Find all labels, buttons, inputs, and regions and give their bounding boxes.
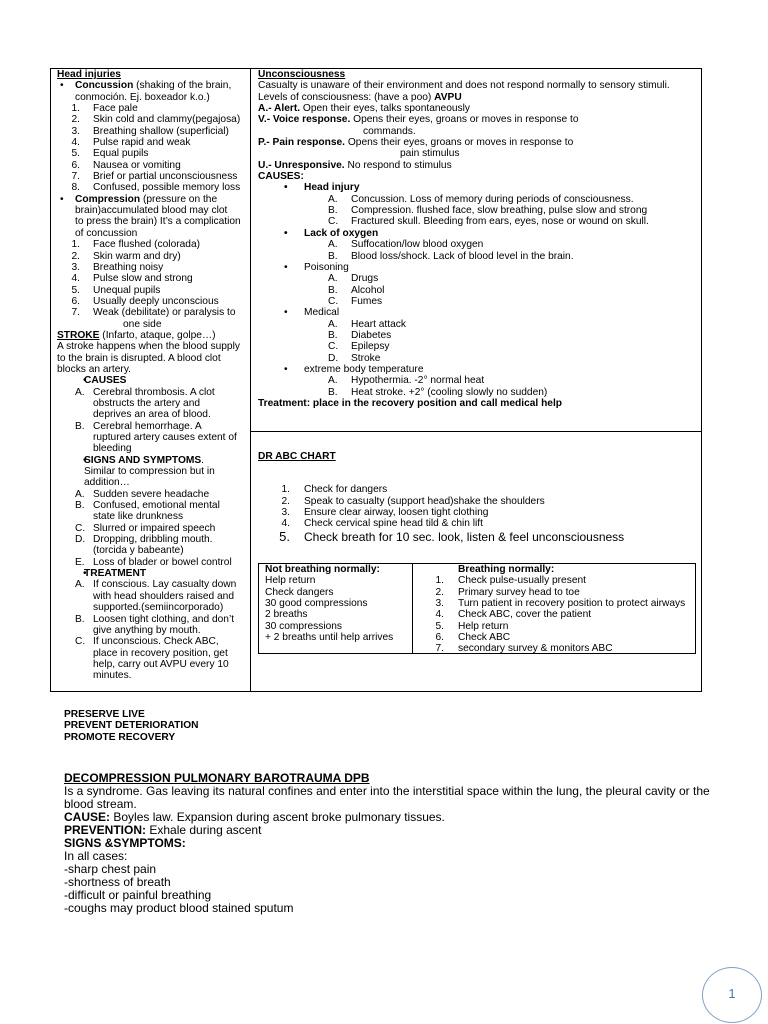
treat-b-cont: give anything by mouth.	[93, 624, 201, 636]
dpb-line: -sharp chest pain	[64, 862, 157, 876]
table-column-divider	[250, 68, 251, 692]
dpb-prevention: PREVENTION: Exhale during ascent	[64, 823, 262, 837]
stroke-desc: A stroke happens when the blood supply	[57, 341, 240, 353]
stroke-label: STROKE	[57, 329, 100, 341]
list-item: 4. Pulse slow and strong	[71, 273, 193, 285]
list-item: 5. Help return	[435, 620, 509, 632]
treat-c: C. If unconscious. Check ABC,	[75, 636, 219, 648]
signs-desc: addition…	[84, 477, 130, 489]
dpb-title: DECOMPRESSION PULMONARY BAROTRAUMA DPB	[64, 771, 370, 785]
abc-step: 3. Ensure clear airway, loosen tight clothing	[281, 507, 489, 519]
page-number-badge	[702, 967, 762, 1023]
compression-label: Compression	[75, 193, 141, 205]
levels-line: Levels of consciousness: (have a poo) AVPU	[258, 91, 462, 103]
dpb-line: In all cases:	[64, 849, 128, 863]
abc-step-5: 5. Check breath for 10 sec. look, listen & feel unconsciousness	[279, 528, 625, 544]
dpb-signs-label: SIGNS &SYMPTOMS:	[64, 836, 186, 850]
list-item: Help return	[265, 575, 316, 587]
list-item: 6. Check ABC	[435, 632, 511, 644]
list-item: A. Concussion. Loss of memory during periods of consciousness.	[328, 193, 634, 205]
sign-b-cont: state like drunkness	[93, 511, 184, 523]
dr-abc-title: DR ABC CHART	[258, 451, 336, 462]
list-item: C. Fractured skull. Bleeding from ears, eyes, nose or wound on skull.	[328, 216, 649, 228]
breathing-table-divider	[412, 564, 413, 653]
signs-heading: • SIGNS AND SYMPTOMS.	[57, 455, 247, 466]
stroke-heading: STROKE (Infarto, ataque, golpe…)	[57, 329, 216, 341]
avpu-pain: P.- Pain response. Opens their eyes, groans or moves in response to	[258, 137, 574, 149]
unconsciousness-title: Unconsciousness	[258, 69, 346, 80]
list-item: 3. Turn patient in recovery position to protect airways	[435, 598, 686, 610]
breathing-table	[258, 563, 696, 654]
list-item: 7. Brief or partial unconsciousness	[71, 171, 238, 183]
breathing-title: Breathing normally:	[458, 564, 555, 575]
not-breathing-column	[265, 564, 410, 643]
sign-b: B. Confused, emotional mental	[75, 500, 220, 512]
treat-b: B. Loosen tight clothing, and don’t	[75, 613, 235, 625]
treat-c-cont: minutes.	[93, 670, 132, 682]
dpb-line: -difficult or painful breathing	[64, 888, 212, 902]
cause-lack-oxygen: • Lack of oxygen	[258, 228, 698, 239]
dpb-cause: CAUSE: Boyles law. Expansion during ascent broke pulmonary tissues.	[64, 810, 445, 824]
list-item: 1. Check pulse-usually present	[435, 575, 586, 587]
cause-poisoning: • Poisoning	[258, 262, 698, 273]
concussion-list	[57, 103, 247, 194]
list-item: 5. Equal pupils	[71, 148, 149, 160]
table-row-divider	[251, 431, 702, 432]
stroke-desc: blocks an artery.	[57, 363, 131, 375]
preserve-list	[64, 709, 199, 743]
list-item: C. Fumes	[328, 295, 383, 307]
concussion-desc-2: conmoción. Ej. boxeador k.o.)	[75, 91, 210, 103]
list-item: 3. Breathing shallow (superficial)	[71, 125, 229, 137]
avpu-unresponsive: U.- Unresponsive. No respond to stimulus	[258, 159, 452, 171]
dpb-line: -shortness of breath	[64, 875, 171, 889]
treat-a: A. If conscious. Lay casualty down	[75, 579, 237, 591]
list-item: 7. Weak (debilitate) or paralysis to	[71, 307, 236, 319]
list-item-continuation: one side	[123, 318, 162, 330]
cause-head-injury: • Head injury	[258, 182, 698, 193]
list-item: 3. Breathing noisy	[71, 261, 164, 273]
list-item: 2. Skin warm and dry)	[71, 250, 181, 262]
list-item: 6. Usually deeply unconscious	[71, 295, 219, 307]
head-injuries-column	[57, 69, 247, 682]
signs-desc: Similar to compression but in	[84, 466, 215, 478]
compression-list	[57, 239, 247, 330]
list-item: A. Suffocation/low blood oxygen	[328, 239, 484, 251]
treat-c-cont: place in recovery position, get	[93, 647, 228, 659]
dpb-line: -coughs may product blood stained sputum	[64, 901, 294, 915]
preserve-line: PREVENT DETERIORATION	[64, 720, 199, 732]
causes-label: CAUSES:	[258, 171, 304, 183]
page-number: 1	[728, 986, 736, 1001]
preserve-line: PRESERVE LIVE	[64, 709, 145, 720]
compression-entry: • Compression (pressure on the	[57, 194, 247, 205]
concussion-desc: (shaking of the brain,	[136, 80, 232, 92]
list-item: 5. Unequal pupils	[71, 284, 161, 296]
treat-c-cont: help, carry out AVPU every 10	[93, 658, 229, 670]
treatment-heading: • TREATMENT	[57, 568, 247, 579]
stroke-desc: to the brain is disrupted. A blood clot	[57, 352, 221, 364]
head-injuries-title: Head injuries	[57, 69, 121, 80]
unconsciousness-treatment: Treatment: place in the recovery position and call medical help	[258, 397, 563, 409]
dpb-desc: blood stream.	[64, 797, 137, 811]
list-item: A. Heart attack	[328, 318, 406, 330]
list-item: Check dangers	[265, 586, 334, 598]
list-item: + 2 breaths until help arrives	[265, 632, 394, 644]
compression-desc: to press the brain) It’s a complication	[75, 216, 241, 228]
list-item: 4. Pulse rapid and weak	[71, 137, 191, 149]
cause-b: B. Cerebral hemorrhage. A	[75, 420, 202, 432]
avpu-pain-cont: pain stimulus	[400, 148, 460, 160]
list-item: 2. Skin cold and clammy(pegajosa)	[71, 114, 241, 126]
sign-a: A. Sudden severe headache	[75, 488, 210, 500]
cause-medical: • Medical	[258, 307, 698, 318]
list-item: B. Alcohol	[328, 284, 385, 296]
avpu-alert: A.- Alert. Open their eyes, talks spontaneously	[258, 103, 470, 115]
list-item: 1. Face flushed (colorada)	[71, 239, 201, 251]
unconsciousness-desc: Casualty is unaware of their environment and does not respond normally to sensory stimuli.	[258, 80, 670, 92]
preserve-line: PROMOTE RECOVERY	[64, 731, 176, 743]
cause-a-cont: deprives an area of blood.	[93, 409, 211, 421]
treat-a-cont: with head shoulders raised and	[93, 590, 235, 602]
list-item: 30 good compressions	[265, 598, 368, 610]
compression-desc: brain)accumulated blood may clot	[75, 205, 228, 217]
dr-abc-chart	[258, 451, 698, 544]
treat-a-cont: supported.(semiincorporado)	[93, 602, 224, 614]
list-item: D. Stroke	[328, 352, 381, 364]
sign-e: E. Loss of blader or bowel control	[75, 556, 232, 568]
avpu-voice: V.- Voice response. Opens their eyes, groans or moves in response to	[258, 114, 579, 126]
list-item: 6. Nausea or vomiting	[71, 159, 181, 171]
list-item: B. Blood loss/shock. Lack of blood level in the brain.	[328, 250, 574, 262]
dpb-section	[64, 772, 724, 915]
list-item: A. Hypothermia. -2° normal heat	[328, 375, 485, 387]
abc-step: 4. Check cervical spine head tild & chin lift	[281, 518, 483, 530]
breathing-column	[416, 564, 696, 655]
causes-heading: • CAUSES	[57, 375, 247, 386]
avpu-voice-cont: commands.	[363, 125, 416, 137]
list-item: 30 compressions	[265, 620, 343, 632]
list-item: B. Diabetes	[328, 329, 392, 341]
list-item: A. Drugs	[328, 273, 379, 285]
list-item: 8. Confused, possible memory loss	[71, 182, 241, 194]
not-breathing-title: Not breathing normally:	[265, 564, 380, 575]
dpb-desc: Is a syndrome. Gas leaving its natural confines and enter into the interstitial space within the lung, the pleural cavity or the	[64, 784, 710, 798]
unconsciousness-section	[258, 69, 698, 409]
cause-b-cont: bleeding	[93, 443, 132, 455]
cause-temperature: • extreme body temperature	[258, 364, 698, 375]
list-item: 2 breaths	[265, 609, 308, 621]
sign-d-cont: (torcida y babeante)	[93, 545, 184, 557]
list-item: B. Compression. flushed face, slow breathing, pulse slow and strong	[328, 205, 648, 217]
list-item: 2. Primary survey head to toe	[435, 586, 580, 598]
abc-step: 1. Check for dangers	[281, 484, 388, 496]
compression-desc: of concussion	[75, 227, 138, 239]
cause-a: A. Cerebral thrombosis. A clot	[75, 386, 215, 398]
list-item: C. Epilepsy	[328, 341, 390, 353]
list-item: 7. secondary survey & monitors ABC	[435, 643, 613, 655]
cause-a-cont: obstructs the artery and	[93, 397, 201, 409]
list-item: 4. Check ABC, cover the patient	[435, 609, 592, 621]
concussion-entry	[57, 80, 247, 91]
sign-d: D. Dropping, dribbling mouth.	[75, 534, 213, 546]
cause-b-cont: ruptured artery causes extent of	[93, 432, 237, 443]
list-item: 1. Face pale	[71, 103, 138, 115]
concussion-label: Concussion	[75, 80, 134, 92]
sign-c: C. Slurred or impaired speech	[75, 522, 216, 534]
abc-step: 2. Speak to casualty (support head)shake the shoulders	[281, 495, 545, 507]
list-item: B. Heat stroke. +2° (cooling slowly no sudden)	[328, 386, 548, 398]
